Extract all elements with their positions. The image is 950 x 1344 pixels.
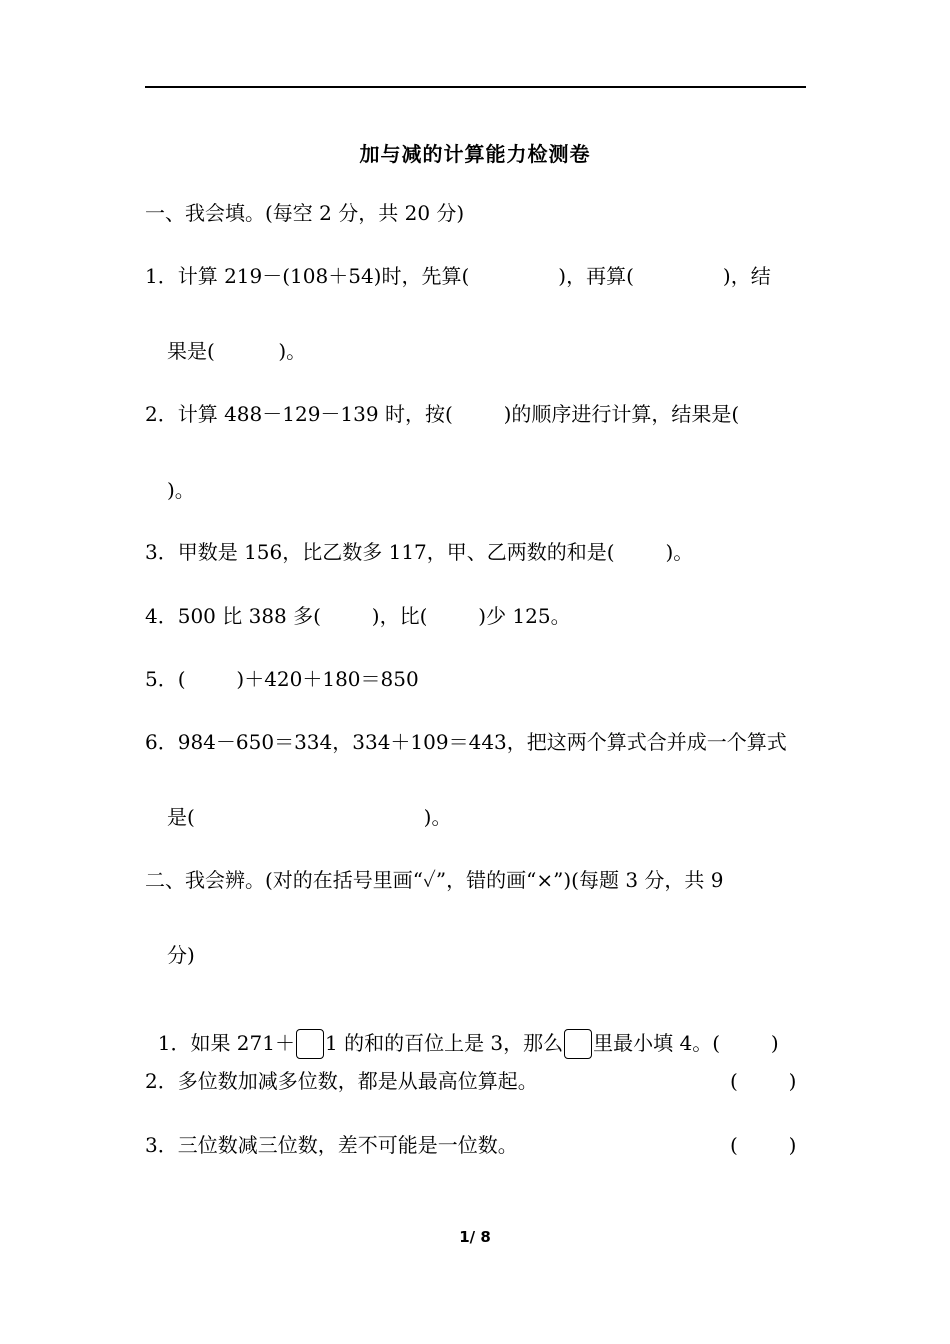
question-6-line-2: 是( )。 (167, 805, 452, 829)
question-1-line-1: 1．计算 219－(108＋54)时，先算( )，再算( )，结 (145, 264, 771, 288)
answer-box[interactable] (296, 1029, 324, 1059)
question-2-line-2: )。 (167, 478, 195, 502)
judge-question-1-part-2: 1 的和的百位上是 3，那么 (324, 1031, 564, 1055)
section2-heading-line-1: 二、我会辨。(对的在括号里画“✓”，错的画“×”)(每题 3 分，共 9 (145, 868, 724, 892)
question-3: 3．甲数是 156，比乙数多 117，甲、乙两数的和是( )。 (145, 540, 694, 564)
judge-question-2: 2．多位数加减多位数，都是从最高位算起。 (145, 1069, 538, 1093)
page-number: 1/ 8 (459, 1228, 491, 1246)
judge-question-1-part-1: 1．如果 271＋ (157, 1031, 295, 1055)
question-2-line-1: 2．计算 488－129－139 时，按( )的顺序进行计算，结果是( (145, 402, 740, 426)
page-title: 加与减的计算能力检测卷 (359, 142, 591, 166)
question-4: 4．500 比 388 多( )，比( )少 125。 (145, 604, 571, 628)
judge-question-3-answer[interactable]: ( ) (730, 1133, 797, 1157)
section2-heading-line-2: 分) (167, 943, 195, 967)
judge-question-2-answer[interactable]: ( ) (730, 1069, 797, 1093)
judge-question-3: 3．三位数减三位数，差不可能是一位数。 (145, 1133, 518, 1157)
question-1-line-2: 果是( )。 (167, 339, 307, 363)
header-rule (145, 86, 806, 88)
judge-question-1-part-3: 里最小填 4。( ) (593, 1031, 779, 1055)
judge-question-1 (145, 1005, 779, 1059)
question-6-line-1: 6．984－650＝334，334＋109＝443，把这两个算式合并成一个算式 (145, 730, 787, 754)
section1-heading: 一、我会填。(每空 2 分，共 20 分) (145, 201, 465, 225)
answer-box[interactable] (564, 1029, 592, 1059)
question-5: 5．( )＋420＋180＝850 (145, 667, 419, 691)
